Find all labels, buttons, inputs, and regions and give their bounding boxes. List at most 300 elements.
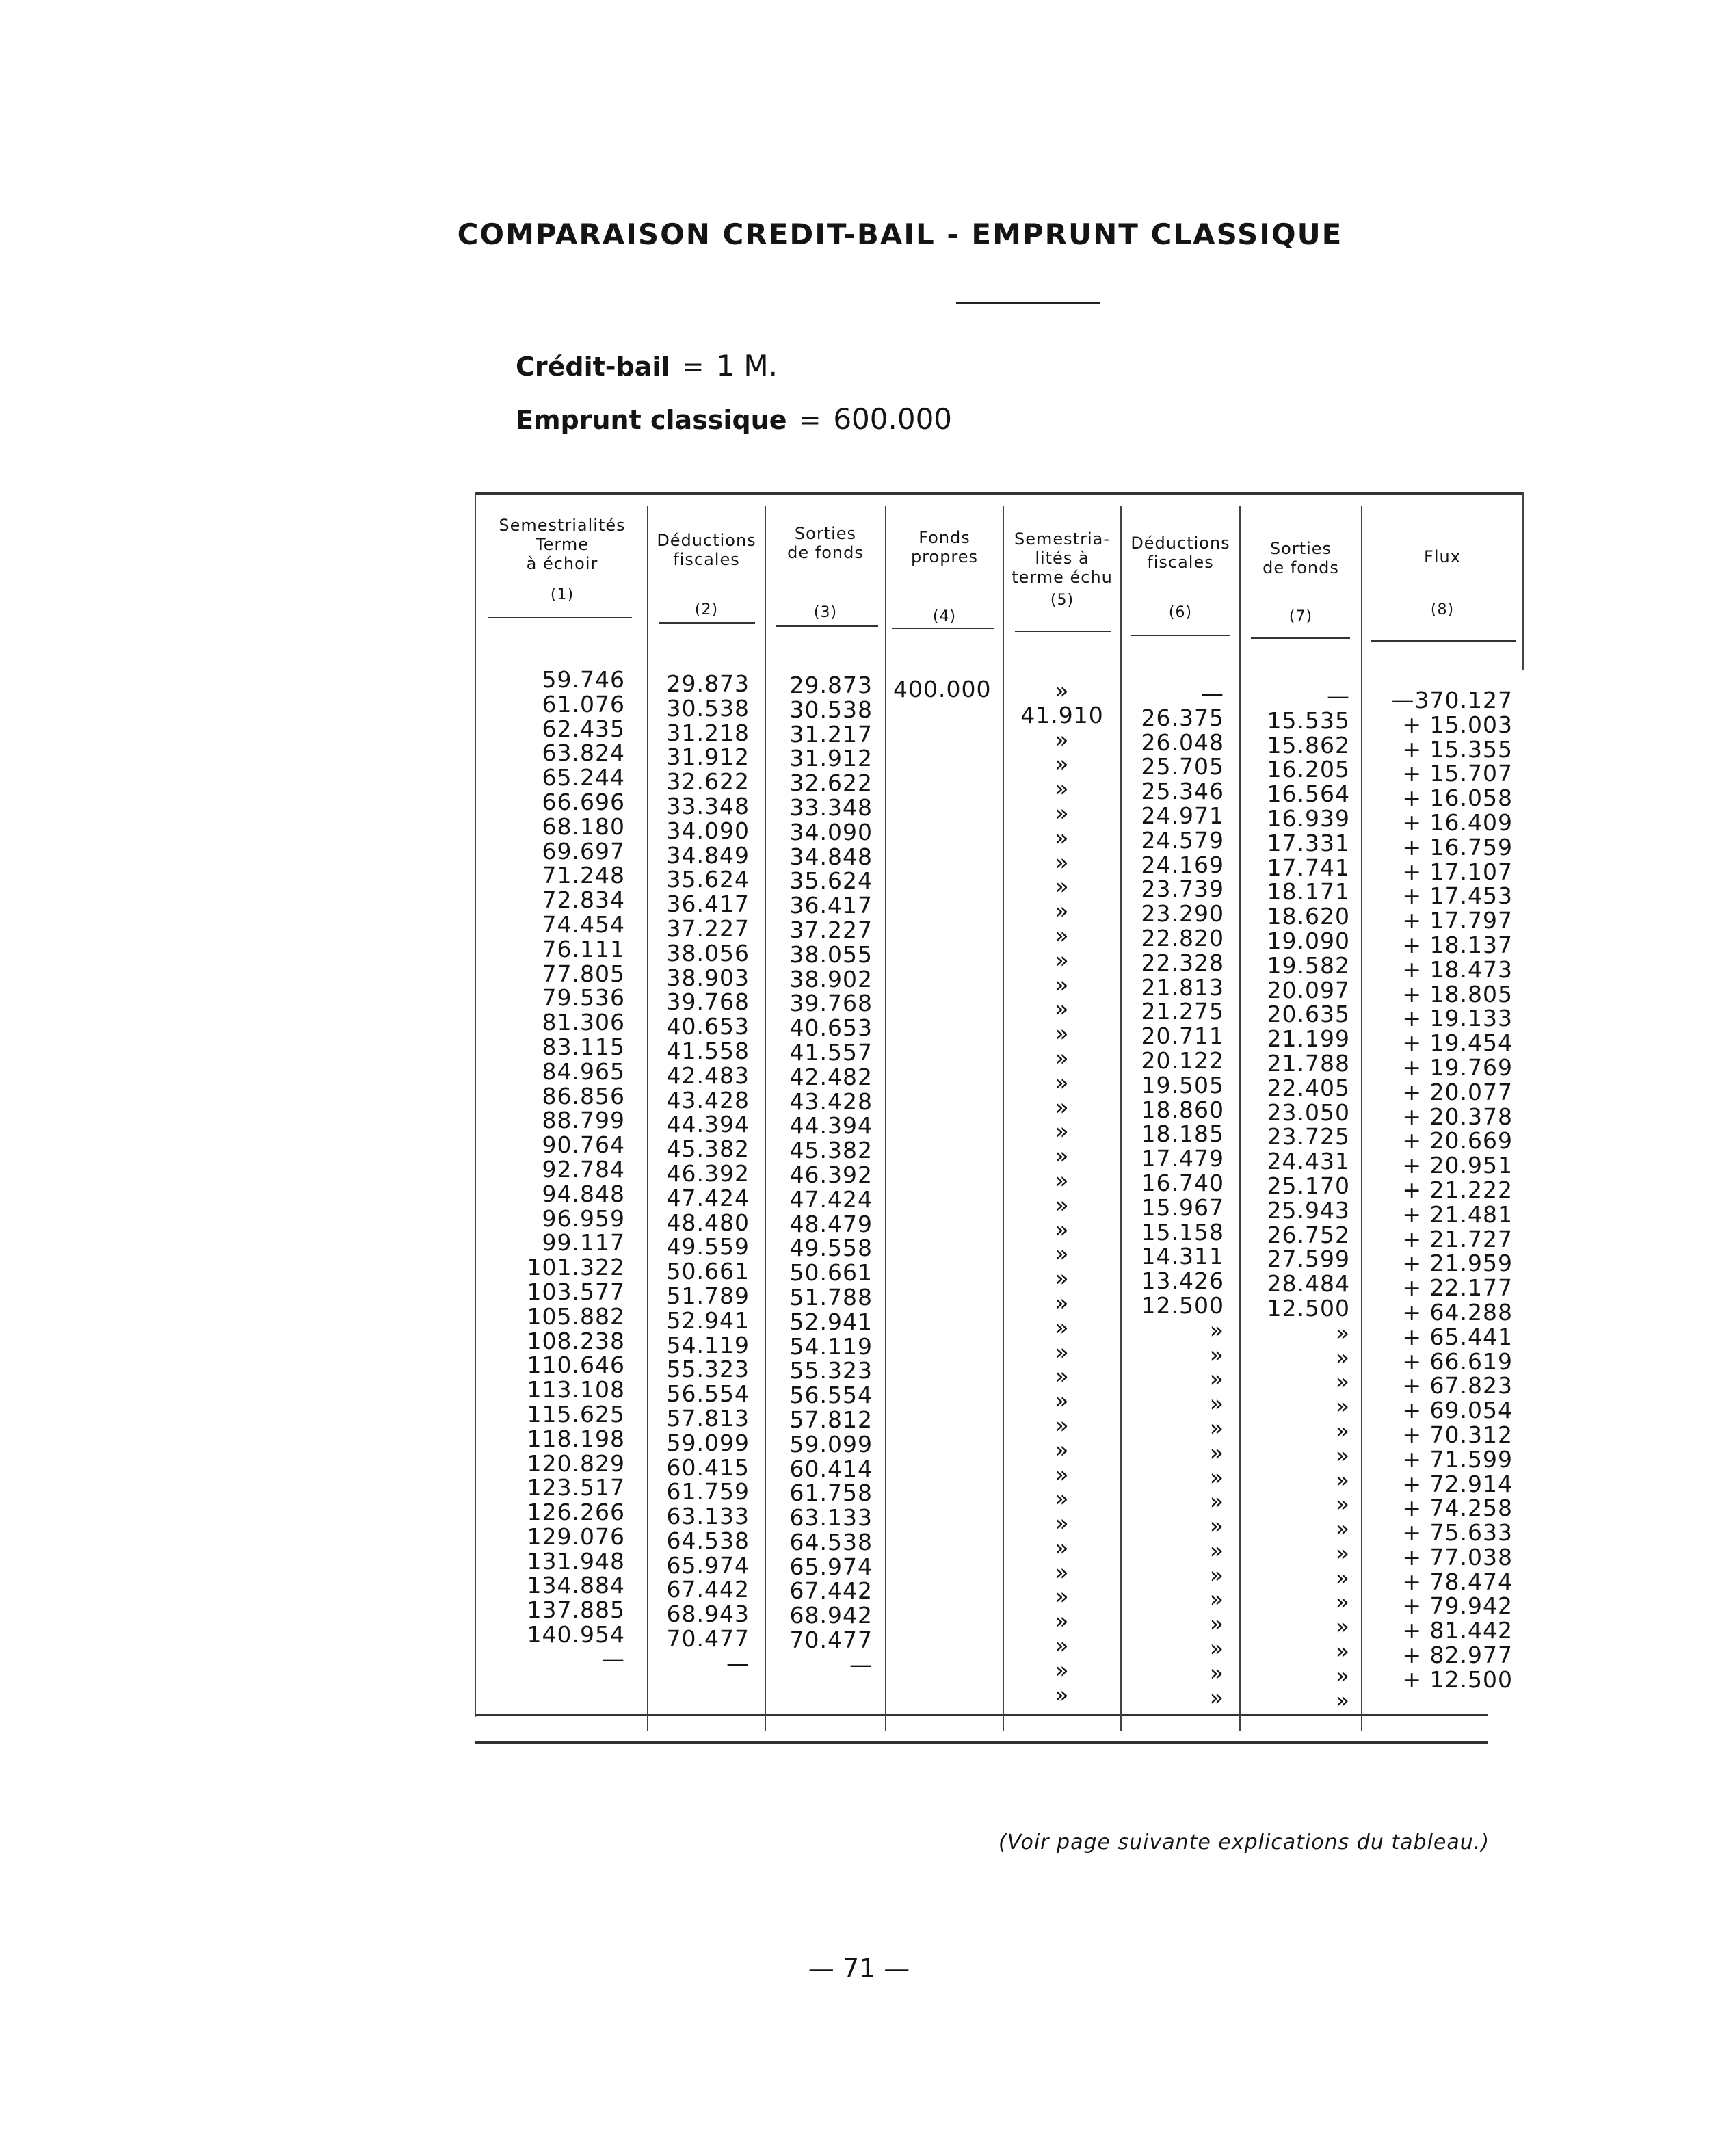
table-cell: 94.848 bbox=[542, 1180, 625, 1207]
table-cell: 42.482 bbox=[789, 1063, 873, 1090]
table-cell: 17.479 bbox=[1141, 1145, 1224, 1172]
table-cell: 18.185 bbox=[1141, 1120, 1224, 1148]
table-cell: 50.661 bbox=[666, 1258, 750, 1285]
table-cell: 43.428 bbox=[789, 1088, 873, 1115]
table-cell: » bbox=[1055, 1510, 1070, 1537]
table-cell: + 21.959 bbox=[1402, 1250, 1513, 1277]
table-cell: 31.217 bbox=[789, 720, 873, 748]
table-cell: 88.799 bbox=[542, 1107, 625, 1134]
table-cell: 16.939 bbox=[1267, 804, 1350, 832]
table-cell: 20.711 bbox=[1141, 1023, 1224, 1050]
header-underline bbox=[1371, 640, 1516, 642]
header-line: Terme bbox=[536, 535, 589, 554]
table-cell: » bbox=[1209, 1635, 1224, 1662]
table-cell: 25.943 bbox=[1267, 1196, 1350, 1224]
table-cell: 86.856 bbox=[542, 1082, 625, 1109]
column-3-values bbox=[773, 673, 873, 1677]
table-cell: + 19.454 bbox=[1402, 1029, 1513, 1057]
header-col-5 bbox=[1004, 529, 1120, 610]
table-cell: 52.941 bbox=[666, 1306, 750, 1334]
table-cell: » bbox=[1055, 1436, 1070, 1463]
table-cell: 24.971 bbox=[1141, 802, 1224, 829]
table-cell: 131.948 bbox=[527, 1547, 625, 1575]
table-top-border bbox=[475, 492, 1524, 495]
table-cell: 48.479 bbox=[789, 1210, 873, 1237]
header-line: fiscales bbox=[673, 550, 740, 569]
table-cell: 23.725 bbox=[1267, 1123, 1350, 1151]
table-cell: 126.266 bbox=[527, 1499, 625, 1526]
header-underline bbox=[488, 617, 632, 618]
table-cell: + 79.942 bbox=[1402, 1592, 1513, 1620]
table-cell: 43.428 bbox=[666, 1086, 750, 1114]
table-cell: 23.050 bbox=[1267, 1099, 1350, 1126]
table-cell: » bbox=[1209, 1586, 1224, 1613]
header-underline bbox=[1131, 635, 1230, 636]
table-cell: 59.099 bbox=[666, 1429, 750, 1456]
table-cell: 16.564 bbox=[1267, 780, 1350, 808]
table-cell: 76.111 bbox=[542, 935, 625, 962]
table-cell: 44.394 bbox=[666, 1111, 750, 1138]
col-divider bbox=[647, 506, 648, 1731]
table-cell: + 18.473 bbox=[1402, 956, 1513, 983]
table-left-border bbox=[475, 492, 476, 1717]
table-cell: 61.759 bbox=[666, 1478, 750, 1506]
table-cell: 42.483 bbox=[666, 1062, 750, 1089]
table-cell: 13.426 bbox=[1141, 1267, 1224, 1295]
table-cell: » bbox=[1055, 1411, 1070, 1438]
table-cell: 69.697 bbox=[542, 837, 625, 865]
table-cell: 18.620 bbox=[1267, 903, 1350, 930]
table-cell: » bbox=[1055, 1265, 1070, 1292]
table-cell: » bbox=[1055, 971, 1070, 998]
table-cell: 61.076 bbox=[542, 690, 625, 718]
header-num: (8) bbox=[1430, 601, 1455, 618]
table-cell: » bbox=[1055, 921, 1070, 949]
table-cell: 57.813 bbox=[666, 1404, 750, 1432]
table-cell: 17.741 bbox=[1267, 854, 1350, 881]
table-cell: 79.536 bbox=[542, 984, 625, 1012]
table-cell: 81.306 bbox=[542, 1009, 625, 1036]
table-cell: 61.758 bbox=[789, 1480, 873, 1507]
table-cell: 20.122 bbox=[1141, 1047, 1224, 1074]
table-cell: » bbox=[1335, 1393, 1350, 1420]
header-num: (5) bbox=[1050, 592, 1074, 609]
table-cell: 55.323 bbox=[666, 1356, 750, 1383]
table-cell: + 66.619 bbox=[1402, 1348, 1513, 1375]
table-cell: » bbox=[1055, 1632, 1070, 1659]
table-cell: + 20.077 bbox=[1402, 1078, 1513, 1105]
table-cell: » bbox=[1055, 1215, 1070, 1243]
table-cell: 68.180 bbox=[542, 813, 625, 840]
header-line: Déductions bbox=[1131, 534, 1230, 553]
header-underline bbox=[1015, 631, 1111, 632]
table-cell: » bbox=[1055, 848, 1070, 876]
table-cell: 54.119 bbox=[789, 1332, 873, 1360]
table-cell: 64.538 bbox=[666, 1527, 750, 1554]
table-cell: —370.127 bbox=[1391, 687, 1513, 713]
table-cell: 65.244 bbox=[542, 764, 625, 791]
table-cell: 118.198 bbox=[527, 1425, 625, 1452]
table-cell: + 64.288 bbox=[1402, 1298, 1513, 1326]
table-cell: 51.788 bbox=[789, 1283, 873, 1311]
table-cell: 15.535 bbox=[1267, 707, 1350, 734]
table-cell: » bbox=[1055, 799, 1070, 826]
table-cell: + 17.107 bbox=[1402, 858, 1513, 885]
table-cell: 44.394 bbox=[789, 1112, 873, 1140]
table-cell: 31.912 bbox=[789, 745, 873, 772]
header-line: Déductions bbox=[657, 531, 756, 550]
header-col-4 bbox=[886, 528, 1003, 627]
table-cell: » bbox=[1055, 677, 1070, 704]
table-cell: 48.480 bbox=[666, 1209, 750, 1236]
table-cell: » bbox=[1335, 1441, 1350, 1469]
table-cell: 64.538 bbox=[789, 1528, 873, 1555]
table-cell: » bbox=[1055, 1460, 1070, 1488]
header-num: (6) bbox=[1168, 604, 1193, 621]
table-cell: — bbox=[1201, 680, 1224, 707]
table-cell: » bbox=[1335, 1686, 1350, 1713]
table-cell: 21.275 bbox=[1141, 998, 1224, 1025]
table-cell: 12.500 bbox=[1267, 1294, 1350, 1322]
table-cell: » bbox=[1335, 1564, 1350, 1591]
header-col-6 bbox=[1122, 534, 1239, 622]
table-cell: 36.417 bbox=[666, 891, 750, 918]
table-cell: + 19.133 bbox=[1402, 1005, 1513, 1032]
table-cell: » bbox=[1335, 1613, 1350, 1640]
table-cell: + 18.805 bbox=[1402, 980, 1513, 1008]
table-cell: + 75.633 bbox=[1402, 1519, 1513, 1547]
comparison-table bbox=[475, 492, 1524, 1751]
table-cell: 23.290 bbox=[1141, 900, 1224, 928]
header-num: (4) bbox=[932, 608, 957, 625]
table-cell: » bbox=[1209, 1488, 1224, 1515]
header-line: Sorties bbox=[1269, 539, 1332, 558]
table-cell: 21.788 bbox=[1267, 1049, 1350, 1077]
table-cell: 72.834 bbox=[542, 886, 625, 914]
table-cell: + 16.058 bbox=[1402, 785, 1513, 812]
table-cell: 67.442 bbox=[666, 1576, 750, 1603]
page-title: COMPARAISON CREDIT-BAIL - EMPRUNT CLASSIQUE bbox=[457, 218, 1343, 251]
table-cell: » bbox=[1055, 1607, 1070, 1635]
table-cell: 29.873 bbox=[789, 672, 873, 698]
table-cell: 41.557 bbox=[789, 1038, 873, 1066]
table-cell: 60.415 bbox=[666, 1454, 750, 1481]
table-cell: » bbox=[1055, 1093, 1070, 1120]
table-cell: 49.559 bbox=[666, 1233, 750, 1261]
header-line: Semestrialités bbox=[499, 516, 626, 535]
column-6-values bbox=[1131, 681, 1224, 1709]
credit-bail-label: Crédit-bail bbox=[516, 352, 670, 382]
table-cell: + 20.378 bbox=[1402, 1103, 1513, 1130]
table-cell: » bbox=[1209, 1536, 1224, 1564]
table-cell: 63.133 bbox=[789, 1504, 873, 1531]
table-cell: 25.170 bbox=[1267, 1172, 1350, 1199]
table-cell: 38.903 bbox=[666, 964, 750, 991]
table-cell: + 21.481 bbox=[1402, 1200, 1513, 1228]
table-cell: 15.967 bbox=[1141, 1194, 1224, 1221]
table-cell: » bbox=[1055, 1313, 1070, 1341]
table-cell: 20.635 bbox=[1267, 1001, 1350, 1028]
table-cell: » bbox=[1209, 1414, 1224, 1441]
header-line: de fonds bbox=[787, 543, 864, 562]
table-cell: + 17.453 bbox=[1402, 882, 1513, 910]
table-cell: 36.417 bbox=[789, 892, 873, 919]
table-cell: 34.849 bbox=[666, 841, 750, 869]
header-line: de fonds bbox=[1263, 558, 1339, 577]
table-cell: — bbox=[726, 1649, 750, 1677]
table-cell: 59.746 bbox=[542, 666, 625, 693]
table-cell: 28.484 bbox=[1267, 1270, 1350, 1298]
emprunt-value: 600.000 bbox=[833, 402, 953, 436]
emprunt-label: Emprunt classique bbox=[516, 405, 787, 435]
table-cell: » bbox=[1209, 1561, 1224, 1588]
column-1-values bbox=[502, 668, 625, 1672]
table-cell: 23.739 bbox=[1141, 876, 1224, 903]
table-cell: 115.625 bbox=[527, 1400, 625, 1428]
table-cell: 30.538 bbox=[666, 694, 750, 722]
table-cell: + 70.312 bbox=[1402, 1421, 1513, 1448]
table-cell: » bbox=[1055, 1387, 1070, 1415]
table-cell: » bbox=[1055, 1191, 1070, 1218]
table-cell: 22.820 bbox=[1141, 924, 1224, 951]
table-cell: 38.902 bbox=[789, 965, 873, 992]
table-cell: » bbox=[1335, 1515, 1350, 1542]
column-5-values bbox=[1011, 679, 1113, 1707]
table-cell: 57.812 bbox=[789, 1406, 873, 1433]
table-cell: 47.424 bbox=[666, 1184, 750, 1211]
table-cell: + 67.823 bbox=[1402, 1372, 1513, 1399]
table-cell: » bbox=[1335, 1539, 1350, 1566]
table-cell: 21.813 bbox=[1141, 973, 1224, 1001]
table-cell: » bbox=[1055, 1020, 1070, 1047]
table-cell: + 81.442 bbox=[1402, 1617, 1513, 1644]
table-cell: 67.442 bbox=[789, 1577, 873, 1605]
table-cell: + 17.797 bbox=[1402, 907, 1513, 934]
table-cell: 129.076 bbox=[527, 1523, 625, 1550]
table-cell: 26.048 bbox=[1141, 728, 1224, 756]
table-cell: 99.117 bbox=[542, 1229, 625, 1257]
table-cell: » bbox=[1335, 1661, 1350, 1689]
table-cell: 25.346 bbox=[1141, 778, 1224, 805]
table-cell: » bbox=[1055, 1166, 1070, 1194]
table-cell: + 72.914 bbox=[1402, 1470, 1513, 1497]
table-cell: » bbox=[1055, 1289, 1070, 1316]
table-cell: 19.582 bbox=[1267, 951, 1350, 979]
table-cell: » bbox=[1335, 1417, 1350, 1444]
table-cell: 101.322 bbox=[527, 1254, 625, 1281]
table-cell: + 15.707 bbox=[1402, 760, 1513, 787]
table-cell: 18.860 bbox=[1141, 1096, 1224, 1123]
table-cell: » bbox=[1055, 1068, 1070, 1096]
header-underline bbox=[892, 628, 994, 629]
table-cell: 18.171 bbox=[1267, 878, 1350, 906]
table-cell: » bbox=[1055, 1656, 1070, 1683]
table-cell: 49.558 bbox=[789, 1235, 873, 1262]
table-bottom-border bbox=[475, 1714, 1488, 1716]
table-cell: 31.218 bbox=[666, 719, 750, 746]
table-cell: 25.705 bbox=[1141, 753, 1224, 780]
table-cell: » bbox=[1209, 1610, 1224, 1638]
table-cell: 140.954 bbox=[527, 1621, 625, 1648]
table-cell: » bbox=[1209, 1438, 1224, 1466]
title-rule bbox=[956, 302, 1100, 304]
header-col-3 bbox=[766, 524, 885, 622]
table-cell: 137.885 bbox=[527, 1596, 625, 1624]
table-cell: » bbox=[1055, 750, 1070, 778]
table-cell: + 74.258 bbox=[1402, 1495, 1513, 1522]
table-cell: 27.599 bbox=[1267, 1246, 1350, 1273]
table-cell: 37.227 bbox=[666, 915, 750, 942]
header-line: lités à bbox=[1035, 549, 1089, 568]
table-cell: 29.873 bbox=[666, 670, 750, 697]
table-cell: 19.090 bbox=[1267, 927, 1350, 954]
table-cell: » bbox=[1055, 1485, 1070, 1512]
table-cell: 24.169 bbox=[1141, 851, 1224, 878]
table-cell: 113.108 bbox=[527, 1376, 625, 1404]
table-cell: » bbox=[1335, 1368, 1350, 1395]
table-cell: 22.405 bbox=[1267, 1074, 1350, 1101]
table-cell: 59.099 bbox=[789, 1430, 873, 1458]
table-cell: » bbox=[1335, 1588, 1350, 1616]
table-cell: 47.424 bbox=[789, 1185, 873, 1213]
table-cell: 26.375 bbox=[1141, 704, 1224, 731]
table-cell: 37.227 bbox=[789, 916, 873, 943]
table-cell: 90.764 bbox=[542, 1131, 625, 1159]
table-cell: » bbox=[1209, 1512, 1224, 1540]
table-cell: » bbox=[1055, 1338, 1070, 1365]
table-cell: 20.097 bbox=[1267, 976, 1350, 1003]
table-cell: + 15.355 bbox=[1402, 735, 1513, 763]
table-cell: » bbox=[1055, 1558, 1070, 1586]
table-cell: 74.454 bbox=[542, 910, 625, 938]
header-line: Semestria- bbox=[1014, 529, 1110, 549]
table-cell: » bbox=[1209, 1463, 1224, 1490]
table-cell: 84.965 bbox=[542, 1057, 625, 1085]
header-col-7 bbox=[1241, 539, 1361, 627]
table-cell: 77.805 bbox=[542, 960, 625, 987]
table-cell: » bbox=[1055, 946, 1070, 973]
table-cell: 22.328 bbox=[1141, 949, 1224, 976]
equals-sign: = bbox=[682, 352, 704, 382]
table-cell: + 22.177 bbox=[1402, 1274, 1513, 1302]
table-cell: + 18.137 bbox=[1402, 931, 1513, 958]
table-cell: 35.624 bbox=[789, 867, 873, 895]
table-cell: + 15.003 bbox=[1402, 711, 1513, 738]
column-8-values bbox=[1377, 688, 1513, 1692]
table-cell: 24.431 bbox=[1267, 1148, 1350, 1175]
column-4-values bbox=[893, 676, 992, 702]
table-cell: » bbox=[1209, 1390, 1224, 1417]
table-cell: » bbox=[1055, 726, 1070, 753]
table-cell: 400.000 bbox=[893, 676, 992, 702]
table-cell: » bbox=[1055, 1583, 1070, 1610]
col-divider bbox=[1003, 506, 1004, 1731]
table-cell: » bbox=[1209, 1365, 1224, 1393]
table-cell: 19.505 bbox=[1141, 1071, 1224, 1099]
table-cell: + 78.474 bbox=[1402, 1568, 1513, 1595]
table-cell: 15.862 bbox=[1267, 731, 1350, 759]
table-cell: 38.055 bbox=[789, 941, 873, 968]
col-divider bbox=[1361, 506, 1362, 1731]
table-cell: » bbox=[1055, 1118, 1070, 1145]
table-cell: 123.517 bbox=[527, 1474, 625, 1501]
table-cell: 68.943 bbox=[666, 1601, 750, 1628]
table-cell: 26.752 bbox=[1267, 1221, 1350, 1248]
table-cell: 66.696 bbox=[542, 788, 625, 815]
table-cell: 16.740 bbox=[1141, 1169, 1224, 1196]
table-cell: 56.554 bbox=[789, 1382, 873, 1409]
col-divider bbox=[765, 506, 766, 1731]
table-cell: 68.942 bbox=[789, 1602, 873, 1629]
footnote: (Voir page suivante explications du tableau.) bbox=[999, 1830, 1490, 1854]
table-cell: » bbox=[1335, 1343, 1350, 1371]
table-cell: + 16.759 bbox=[1402, 833, 1513, 860]
table-cell: 32.622 bbox=[666, 768, 750, 796]
equals-sign: = bbox=[799, 405, 821, 435]
table-cell: » bbox=[1055, 897, 1070, 925]
table-cell: 17.331 bbox=[1267, 829, 1350, 856]
table-cell: 134.884 bbox=[527, 1572, 625, 1599]
header-line: propres bbox=[910, 547, 979, 566]
table-cell: 32.622 bbox=[789, 770, 873, 797]
table-cell: 45.382 bbox=[666, 1135, 750, 1163]
page-number: — 71 — bbox=[808, 1954, 910, 1984]
table-cell: » bbox=[1055, 1534, 1070, 1561]
table-cell: » bbox=[1055, 1363, 1070, 1390]
table-cell: 92.784 bbox=[542, 1155, 625, 1183]
table-cell: + 71.599 bbox=[1402, 1445, 1513, 1473]
table-cell: + 69.054 bbox=[1402, 1397, 1513, 1424]
table-cell: 45.382 bbox=[789, 1137, 873, 1164]
table-cell: 12.500 bbox=[1141, 1291, 1224, 1319]
table-cell: 39.768 bbox=[666, 988, 750, 1016]
table-cell: 35.624 bbox=[666, 866, 750, 893]
header-underline bbox=[1251, 637, 1350, 639]
table-cell: » bbox=[1209, 1316, 1224, 1343]
header-line: à échoir bbox=[526, 554, 598, 573]
header-line: Fonds bbox=[919, 528, 970, 547]
table-cell: + 12.500 bbox=[1402, 1666, 1513, 1693]
header-line: Sorties bbox=[794, 524, 857, 543]
header-line: terme échu bbox=[1012, 568, 1113, 587]
table-cell: + 82.977 bbox=[1402, 1642, 1513, 1669]
table-cell: 83.115 bbox=[542, 1033, 625, 1060]
table-cell: + 77.038 bbox=[1402, 1543, 1513, 1570]
table-cell: » bbox=[1055, 775, 1070, 802]
table-cell: 51.789 bbox=[666, 1282, 750, 1309]
header-col-2 bbox=[648, 531, 765, 620]
table-cell: 40.653 bbox=[666, 1013, 750, 1040]
header-num: (1) bbox=[550, 586, 574, 603]
column-2-values bbox=[654, 672, 750, 1676]
table-cell: 46.392 bbox=[666, 1159, 750, 1187]
table-cell: 30.538 bbox=[789, 696, 873, 723]
table-cell: 108.238 bbox=[527, 1327, 625, 1354]
table-cell: 31.912 bbox=[666, 744, 750, 771]
table-cell: 65.974 bbox=[789, 1553, 873, 1580]
table-cell: + 19.769 bbox=[1402, 1053, 1513, 1081]
table-cell: 54.119 bbox=[666, 1331, 750, 1358]
table-cell: + 65.441 bbox=[1402, 1323, 1513, 1350]
table-cell: 50.661 bbox=[789, 1259, 873, 1287]
col-divider bbox=[1120, 506, 1122, 1731]
table-cell: » bbox=[1055, 1681, 1070, 1708]
header-line: Flux bbox=[1424, 547, 1461, 566]
col-divider bbox=[1239, 506, 1241, 1731]
col-divider bbox=[885, 506, 886, 1731]
table-cell: 105.882 bbox=[527, 1302, 625, 1330]
table-cell: + 21.222 bbox=[1402, 1176, 1513, 1203]
